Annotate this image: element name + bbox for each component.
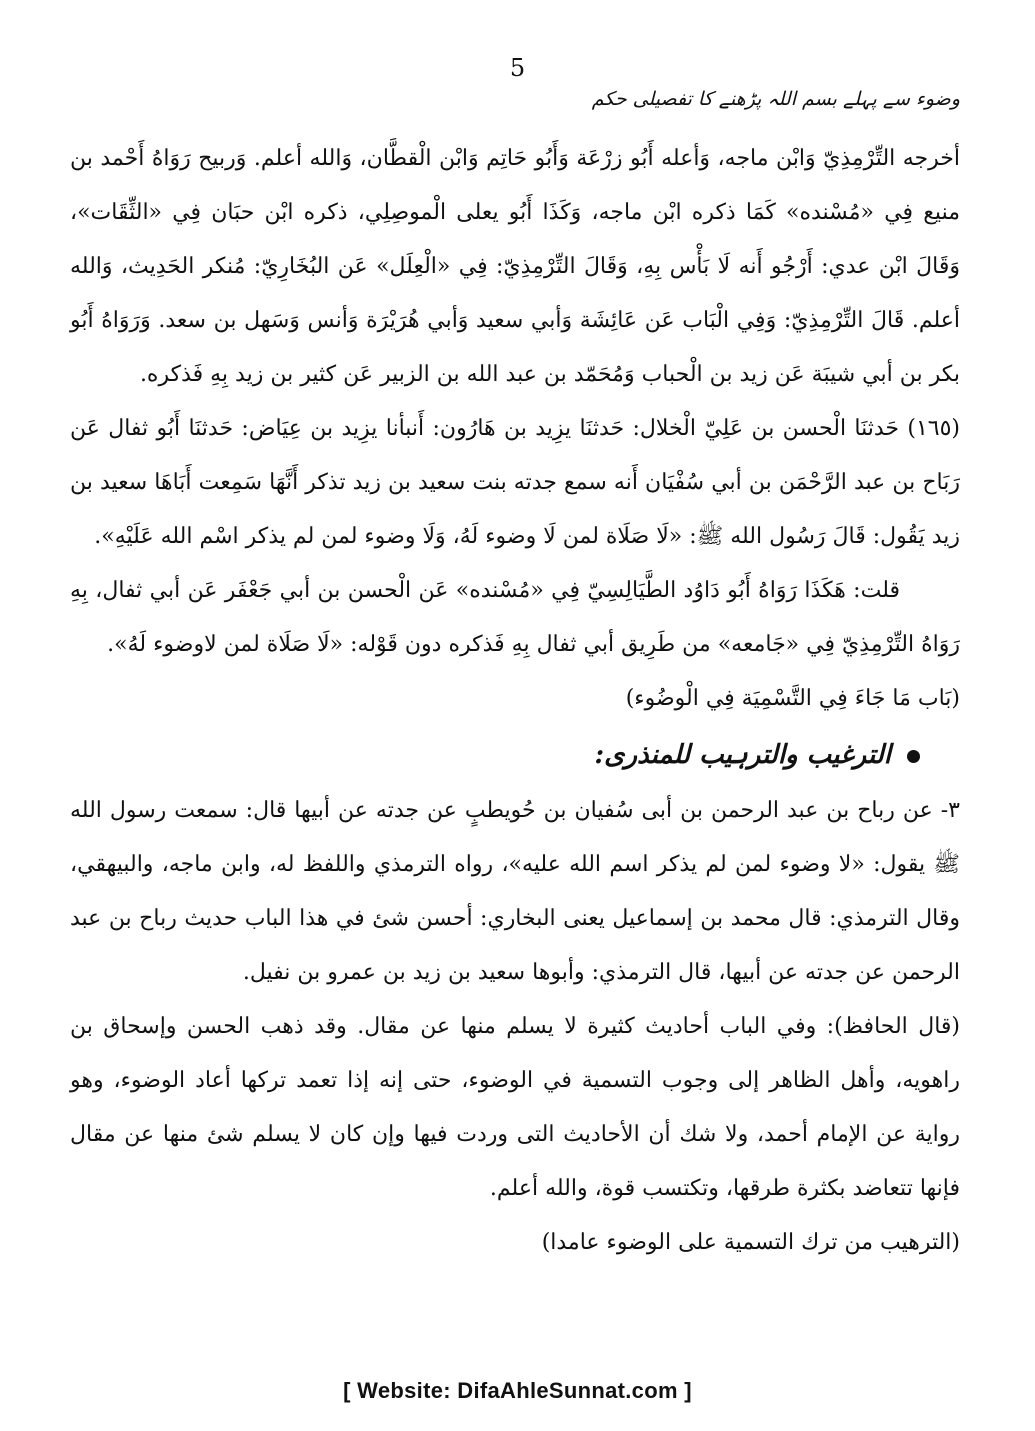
chapter-reference-1: (بَاب مَا جَاءَ فِي التَّسْمِيَة فِي الْوضُوء) — [625, 686, 960, 711]
paragraph-hadith-commentary: أخرجه التِّرْمِذِيّ وَابْن ماجه، وَأعله أَبُو زرْعَة وَأَبُو حَاتِم وَابْن الْقطَّان، وَالله أعلم. وَربيح رَوَاهُ أَحْمد بن منيع فِي «مُسْنده» كَمَا ذكره ابْن ماجه، وَكَذَا أَبُو يعلى الْموصِلِي، ذكره ابْن حبَان فِي «الثِّقَات»، وَقَالَ ابْن عدي: أَرْجُو أَنه لَا بَأْس بِهِ، وَقَالَ التِّرْمِذِيّ: فِي «الْعِلَل» عَن البُخَارِيّ: مُنكر الحَدِيث، وَالله أعلم. قَالَ التِّرْمِذِيّ: وَفِي الْبَاب عَن عَائِشَة وَأبي سعيد وَأبي هُرَيْرَة وَأنس وَسَهل بن سعد. وَرَوَاهُ أَبُو بكر بن أبي شيبَة عَن زيد بن الْحباب وَمُحَمّد بن عبد الله بن الزبير عَن كثير بن زيد بِهِ فَذكره. — [70, 146, 960, 387]
page-number: 5 — [509, 54, 526, 82]
bullet-icon — [907, 750, 920, 763]
paragraph-note: قلت: هَكَذَا رَوَاهُ أَبُو دَاوُد الطَّيَالِسِيّ فِي «مُسْنده» عَن الْحسن بن أبي جَعْفَر عَن أبي ثفال، بِهِ رَوَاهُ التِّرْمِذِيّ فِي «جَامعه» من طَرِيق أبي ثفال بِهِ فَذكره دون قَوْله: «لَا صَلَاة لمن لاوضوء لَهُ». — [70, 578, 960, 657]
section-heading-text: الترغیب والترہیب للمنذری: — [594, 740, 891, 770]
chapter-reference-2: (الترهيب من ترك التسمية على الوضوء عامدا) — [541, 1230, 960, 1255]
paragraph-hadith-3: ٣- عن رباح بن عبد الرحمن بن أبى سُفيان بن حُويطبٍ عن جدته عن أبيها قال: سمعت رسول الله ﷺ يقول: «لا وضوء لمن لم يذكر اسم الله عليه»، رواه الترمذي واللفظ له، وابن ماجه، والبيهقي، وقال الترمذي: قال محمد بن إسماعيل يعنى البخاري: أحسن شئ في هذا الباب حديث رباح بن عبد الرحمن عن جدته عن أبيها، قال الترمذي: وأبوها سعيد بن زيد بن عمرو بن نفيل. — [70, 798, 960, 985]
paragraph-hadith-165: (١٦٥) حَدثنَا الْحسن بن عَلِيّ الْخلال: حَدثنَا يزِيد بن هَارُون: أَنبأنا يزِيد بن عِيَاض: حَدثنَا أَبُو ثفال عَن رَبَاح بن عبد الرَّحْمَن بن أبي سُفْيَان أَنه سمع جدته بنت سعيد بن زيد تذكر أَنَّهَا سَمِعت أَبَاهَا سعيد بن زيد يَقُول: قَالَ رَسُول الله ﷺ: «لَا صَلَاة لمن لَا وضوء لَهُ، وَلَا وضوء لمن لم يذكر اسْم الله عَلَيْهِ». — [70, 416, 960, 549]
website-footer: [ Website: DifaAhleSunnat.com ] — [343, 1378, 692, 1403]
section-heading — [70, 726, 960, 784]
running-header: وضوء سے پہلے بسم اللہ پڑھنے کا تفصیلی حکم — [591, 88, 960, 110]
main-text — [70, 132, 960, 1270]
paragraph-hafiz-comment: (قال الحافظ): وفي الباب أحاديث كثيرة لا يسلم منها عن مقال. وقد ذهب الحسن وإسحاق بن راهويه، وأهل الظاهر إلى وجوب التسمية في الوضوء، حتى إنه إذا تعمد تركها أعاد الوضوء، وهو رواية عن الإمام أحمد، ولا شك أن الأحاديث التى وردت فيها وإن كان لا يسلم شئ منها عن مقال فإنها تتعاضد بكثرة طرقها، وتكتسب قوة، والله أعلم. — [70, 1014, 960, 1201]
